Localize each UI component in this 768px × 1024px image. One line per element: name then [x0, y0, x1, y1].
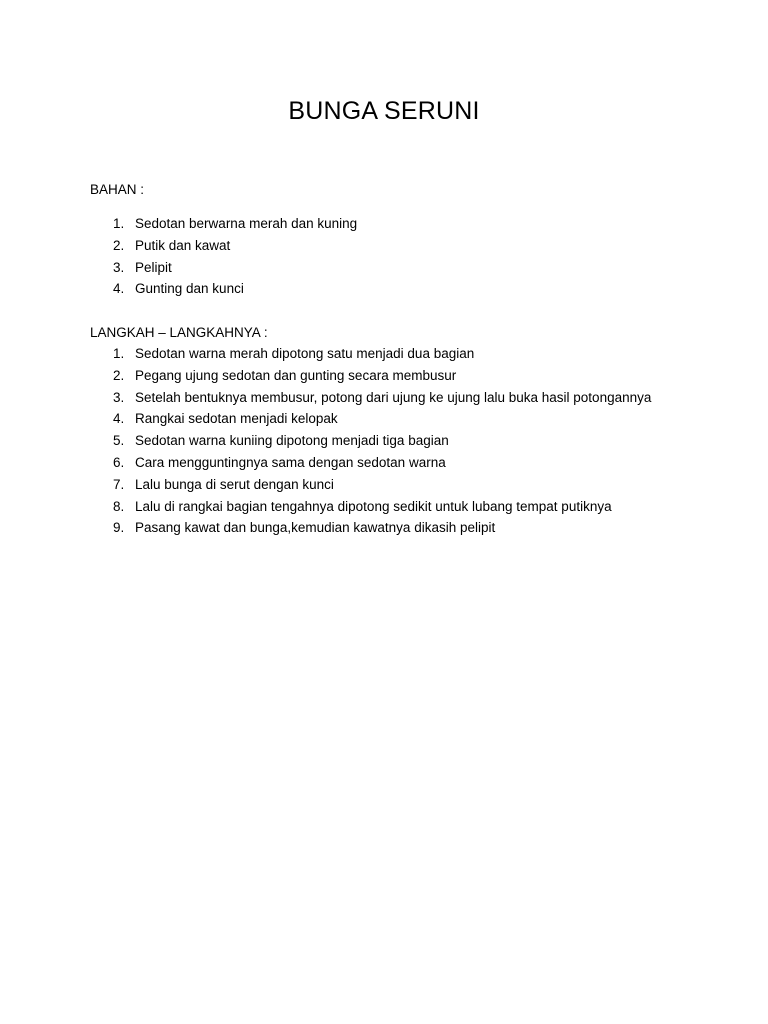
- list-item-text: Pegang ujung sedotan dan gunting secara membusur: [135, 367, 457, 383]
- list-item-number: 7.: [113, 476, 125, 492]
- list-item-number: 3.: [113, 389, 125, 405]
- list-item-number: 4.: [113, 411, 125, 427]
- section-label-langkah: LANGKAH – LANGKAHNYA :: [90, 325, 268, 340]
- list-item-text: Sedotan berwarna merah dan kuning: [135, 216, 358, 231]
- list-item-number: 4.: [113, 281, 125, 297]
- section-label-bahan: BAHAN :: [90, 182, 145, 197]
- list-item-number: 9.: [113, 520, 125, 536]
- page-title: BUNGA SERUNI: [288, 97, 480, 125]
- list-item-number: 2.: [113, 367, 125, 383]
- list-item-text: Rangkai sedotan menjadi kelopak: [135, 411, 338, 427]
- list-item-number: 3.: [113, 259, 125, 275]
- list-item-number: 1.: [113, 346, 125, 361]
- list-item-number: 2.: [113, 237, 125, 253]
- list-item-text: Sedotan warna merah dipotong satu menjadi dua bagian: [135, 346, 475, 361]
- list-item-number: 8.: [113, 498, 125, 514]
- list-item-text: Sedotan warna kuniing dipotong menjadi tiga bagian: [135, 433, 449, 449]
- list-item-number: 6.: [113, 454, 125, 470]
- list-item-text: Putik dan kawat: [135, 237, 231, 253]
- list-item-text: Setelah bentuknya membusur, potong dari ujung ke ujung lalu buka hasil potongannya: [135, 389, 652, 405]
- list-item-number: 5.: [113, 433, 125, 449]
- list-item-number: 1.: [113, 216, 125, 231]
- list-item-text: Gunting dan kunci: [135, 281, 244, 297]
- list-item-text: Lalu di rangkai bagian tengahnya dipotong sedikit untuk lubang tempat putiknya: [135, 498, 612, 514]
- list-item-text: Pelipit: [135, 259, 172, 275]
- list-item-text: Cara mengguntingnya sama dengan sedotan warna: [135, 454, 446, 470]
- list-item-text: Pasang kawat dan bunga,kemudian kawatnya dikasih pelipit: [135, 520, 496, 536]
- list-item-text: Lalu bunga di serut dengan kunci: [135, 476, 334, 492]
